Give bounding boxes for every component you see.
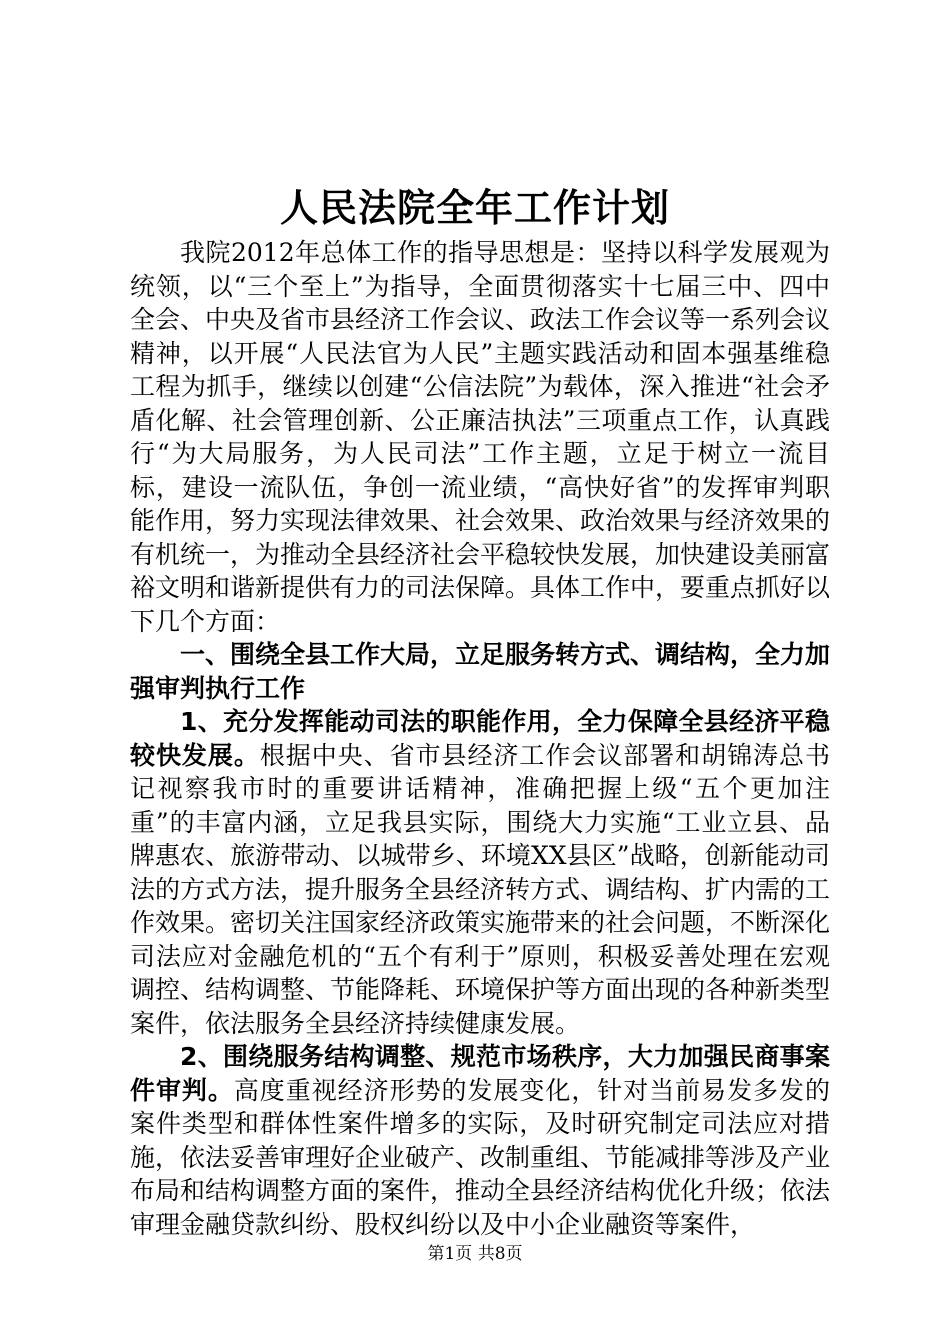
section-heading: 一、围绕全县工作大局，立足服务转方式、调结构，全力加强审判执行工作 [130, 640, 831, 703]
item-paragraph-1 [130, 705, 830, 1040]
page-footer: 第1页 共8页 [427, 1244, 523, 1264]
item-body-2: 高度重视经济形势的发展变化，针对当前易发多发的案件类型和群体性案件增多的实际，及时研究制定司法应对措施，依法妥善审理好企业破产、改制重组、节能减排等涉及产业布局和结构调整方面的案件，推动全县经济结构优化升级；依法审理金融贷款纠纷、股权纠纷以及中小企业融资等案件， [130, 1075, 831, 1239]
intro-paragraph: 我院2012年总体工作的指导思想是：坚持以科学发展观为统领，以“三个至上”为指导，全面贯彻落实十七届三中、四中全会、中央及省市县经济工作会议、政法工作会议等一系列会议精神，以开展“人民法官为人民”主题实践活动和固本强基维稳工程为抓手，继续以创建“公信法院”为载体，深入推进“社会矛盾化解、社会管理创新、公正廉洁执法”三项重点工作，认真践行“为大局服务，为人民司法”工作主题，立足于树立一流目标，建设一流队伍，争创一流业绩，“高快好省”的发挥审判职能作用，努力实现法律效果、社会效果、政治效果与经济效果的有机统一，为推动全县经济社会平稳较快发展，加快建设美丽富裕文明和谐新提供有力的司法保障。具体工作中，要重点抓好以下几个方面： [130, 238, 831, 636]
item-paragraph-2 [130, 1040, 830, 1241]
document-title: 人民法院全年工作计划 [279, 186, 670, 230]
item-lead-2: 2、围绕服务结构调整、规范市场秩序，大力加强民商事案件审判。 [130, 1042, 830, 1105]
item-body-1: 根据中央、省市县经济工作会议部署和胡锦涛总书记视察我市时的重要讲话精神，准确把握上级“五个更加注重”的丰富内涵，立足我县实际，围绕大力实施“工业立县、品牌惠农、旅游带动、以城带乡、环境XX县区”战略，创新能动司法的方式方法，提升服务全县经济转方式、调结构、扩内需的工作效果。密切关注国家经济政策实施带来的社会问题，不断深化司法应对金融危机的“五个有利于”原则，积极妥善处理在宏观调控、结构调整、节能降耗、环境保护等方面出现的各种新类型案件，依法服务全县经济持续健康发展。 [130, 740, 831, 1038]
item-lead-1: 1、充分发挥能动司法的职能作用，全力保障全县经济平稳较快发展。 [130, 707, 830, 770]
document-body [130, 236, 830, 1241]
